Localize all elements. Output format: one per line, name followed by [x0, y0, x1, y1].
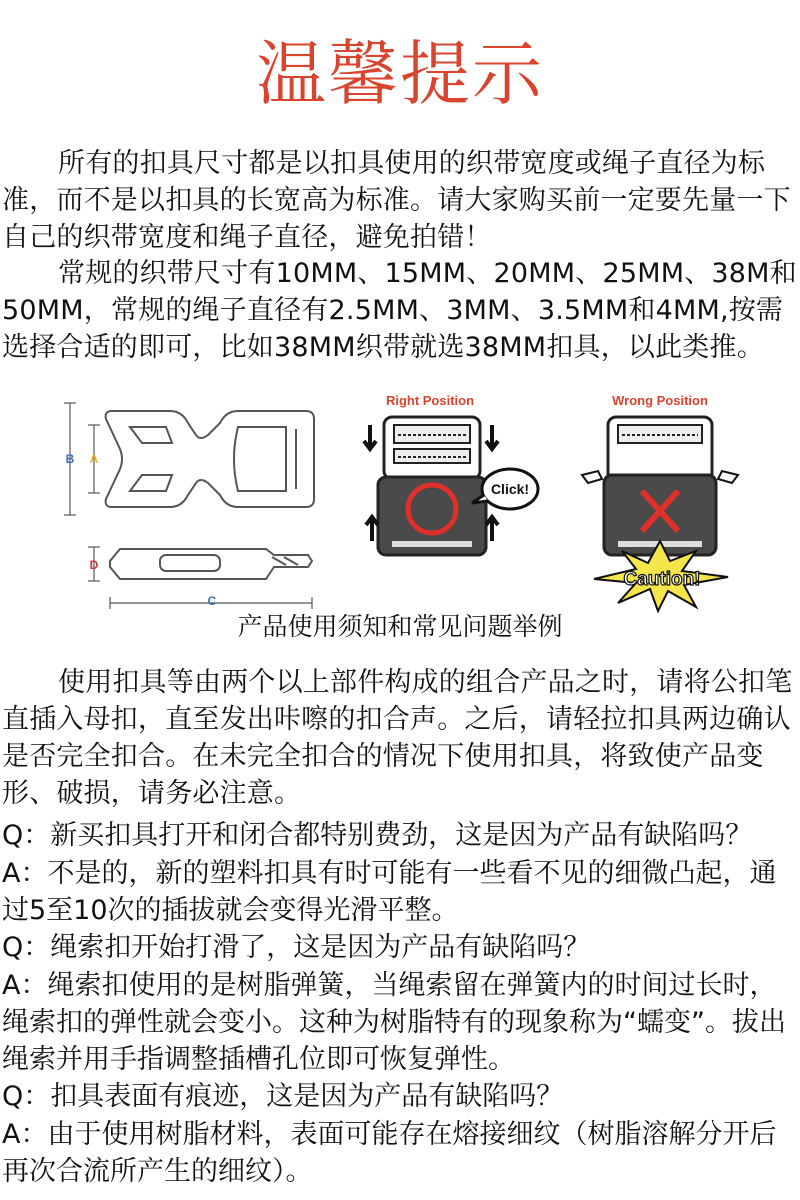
faq-question-1: Q：新买扣具打开和闭合都特别费劲，这是因为产品有缺陷吗？	[2, 820, 753, 851]
faq-question-2: Q：绳索扣开始打滑了，这是因为产品有缺陷吗？	[2, 932, 591, 963]
buckle-dimension-diagram	[50, 391, 350, 613]
intro-paragraph-1	[2, 145, 798, 256]
right-position-illustration	[360, 391, 540, 561]
caution-label: Caution!	[623, 569, 701, 590]
faq-question-3: Q：扣具表面有痕迹，这是因为产品有缺陷吗？	[2, 1081, 564, 1112]
buckle-figures	[0, 385, 800, 615]
figure-caption: 产品使用须知和常见问题举例	[237, 612, 563, 641]
faq-answer-1: A：不是的，新的塑料扣具有时可能有一些看不见的细微凸起，通过5至10次的插拔就会变得光滑平整。	[2, 858, 777, 926]
intro-paragraph-2-text: 常规的织带尺寸有10MM、15MM、20MM、25MM、38M和50MM，常规的绳子直径有2.5MM、3MM、3.5MM和4MM,按需选择合适的即可，比如38MM织带就选38MM扣具，以此类推。	[2, 258, 797, 363]
dimension-label-c: C	[207, 594, 217, 608]
faq-answer-3: A：由于使用树脂材料，表面可能存在熔接细纹（树脂溶解分开后再次合流所产生的细纹）。	[2, 1119, 777, 1187]
faq-answer-2: A：绳索扣使用的是树脂弹簧，当绳索留在弹簧内的时间过长时，绳索扣的弹性就会变小。这种为树脂特有的现象称为“蠕变”。拔出绳索并用手指调整插槽孔位即可恢复弹性。	[2, 970, 786, 1075]
right-position-label: Right Position	[385, 393, 475, 408]
wrong-position-label: Wrong Position	[612, 393, 708, 408]
usage-paragraph	[2, 664, 798, 812]
wrong-position-illustration	[578, 391, 748, 613]
dimension-label-a: A	[89, 452, 99, 466]
dimension-label-b: B	[65, 452, 75, 466]
page-title: 温馨提示	[256, 33, 544, 115]
intro-paragraph-1-text: 所有的扣具尺寸都是以扣具使用的织带宽度或绳子直径为标准，而不是以扣具的长宽高为标准。请大家购买前一定要先量一下自己的织带宽度和绳子直径，避免拍错！	[2, 148, 791, 253]
intro-paragraph-2	[2, 255, 798, 366]
dimension-label-d: D	[89, 558, 99, 572]
usage-paragraph-text: 使用扣具等由两个以上部件构成的组合产品之时，请将公扣笔直插入母扣，直至发出咔嚓的扣合声。之后，请轻拉扣具两边确认是否完全扣合。在未完全扣合的情况下使用扣具，将致使产品变形、破损，请务必注意。	[2, 667, 793, 809]
click-label: Click!	[490, 481, 530, 497]
